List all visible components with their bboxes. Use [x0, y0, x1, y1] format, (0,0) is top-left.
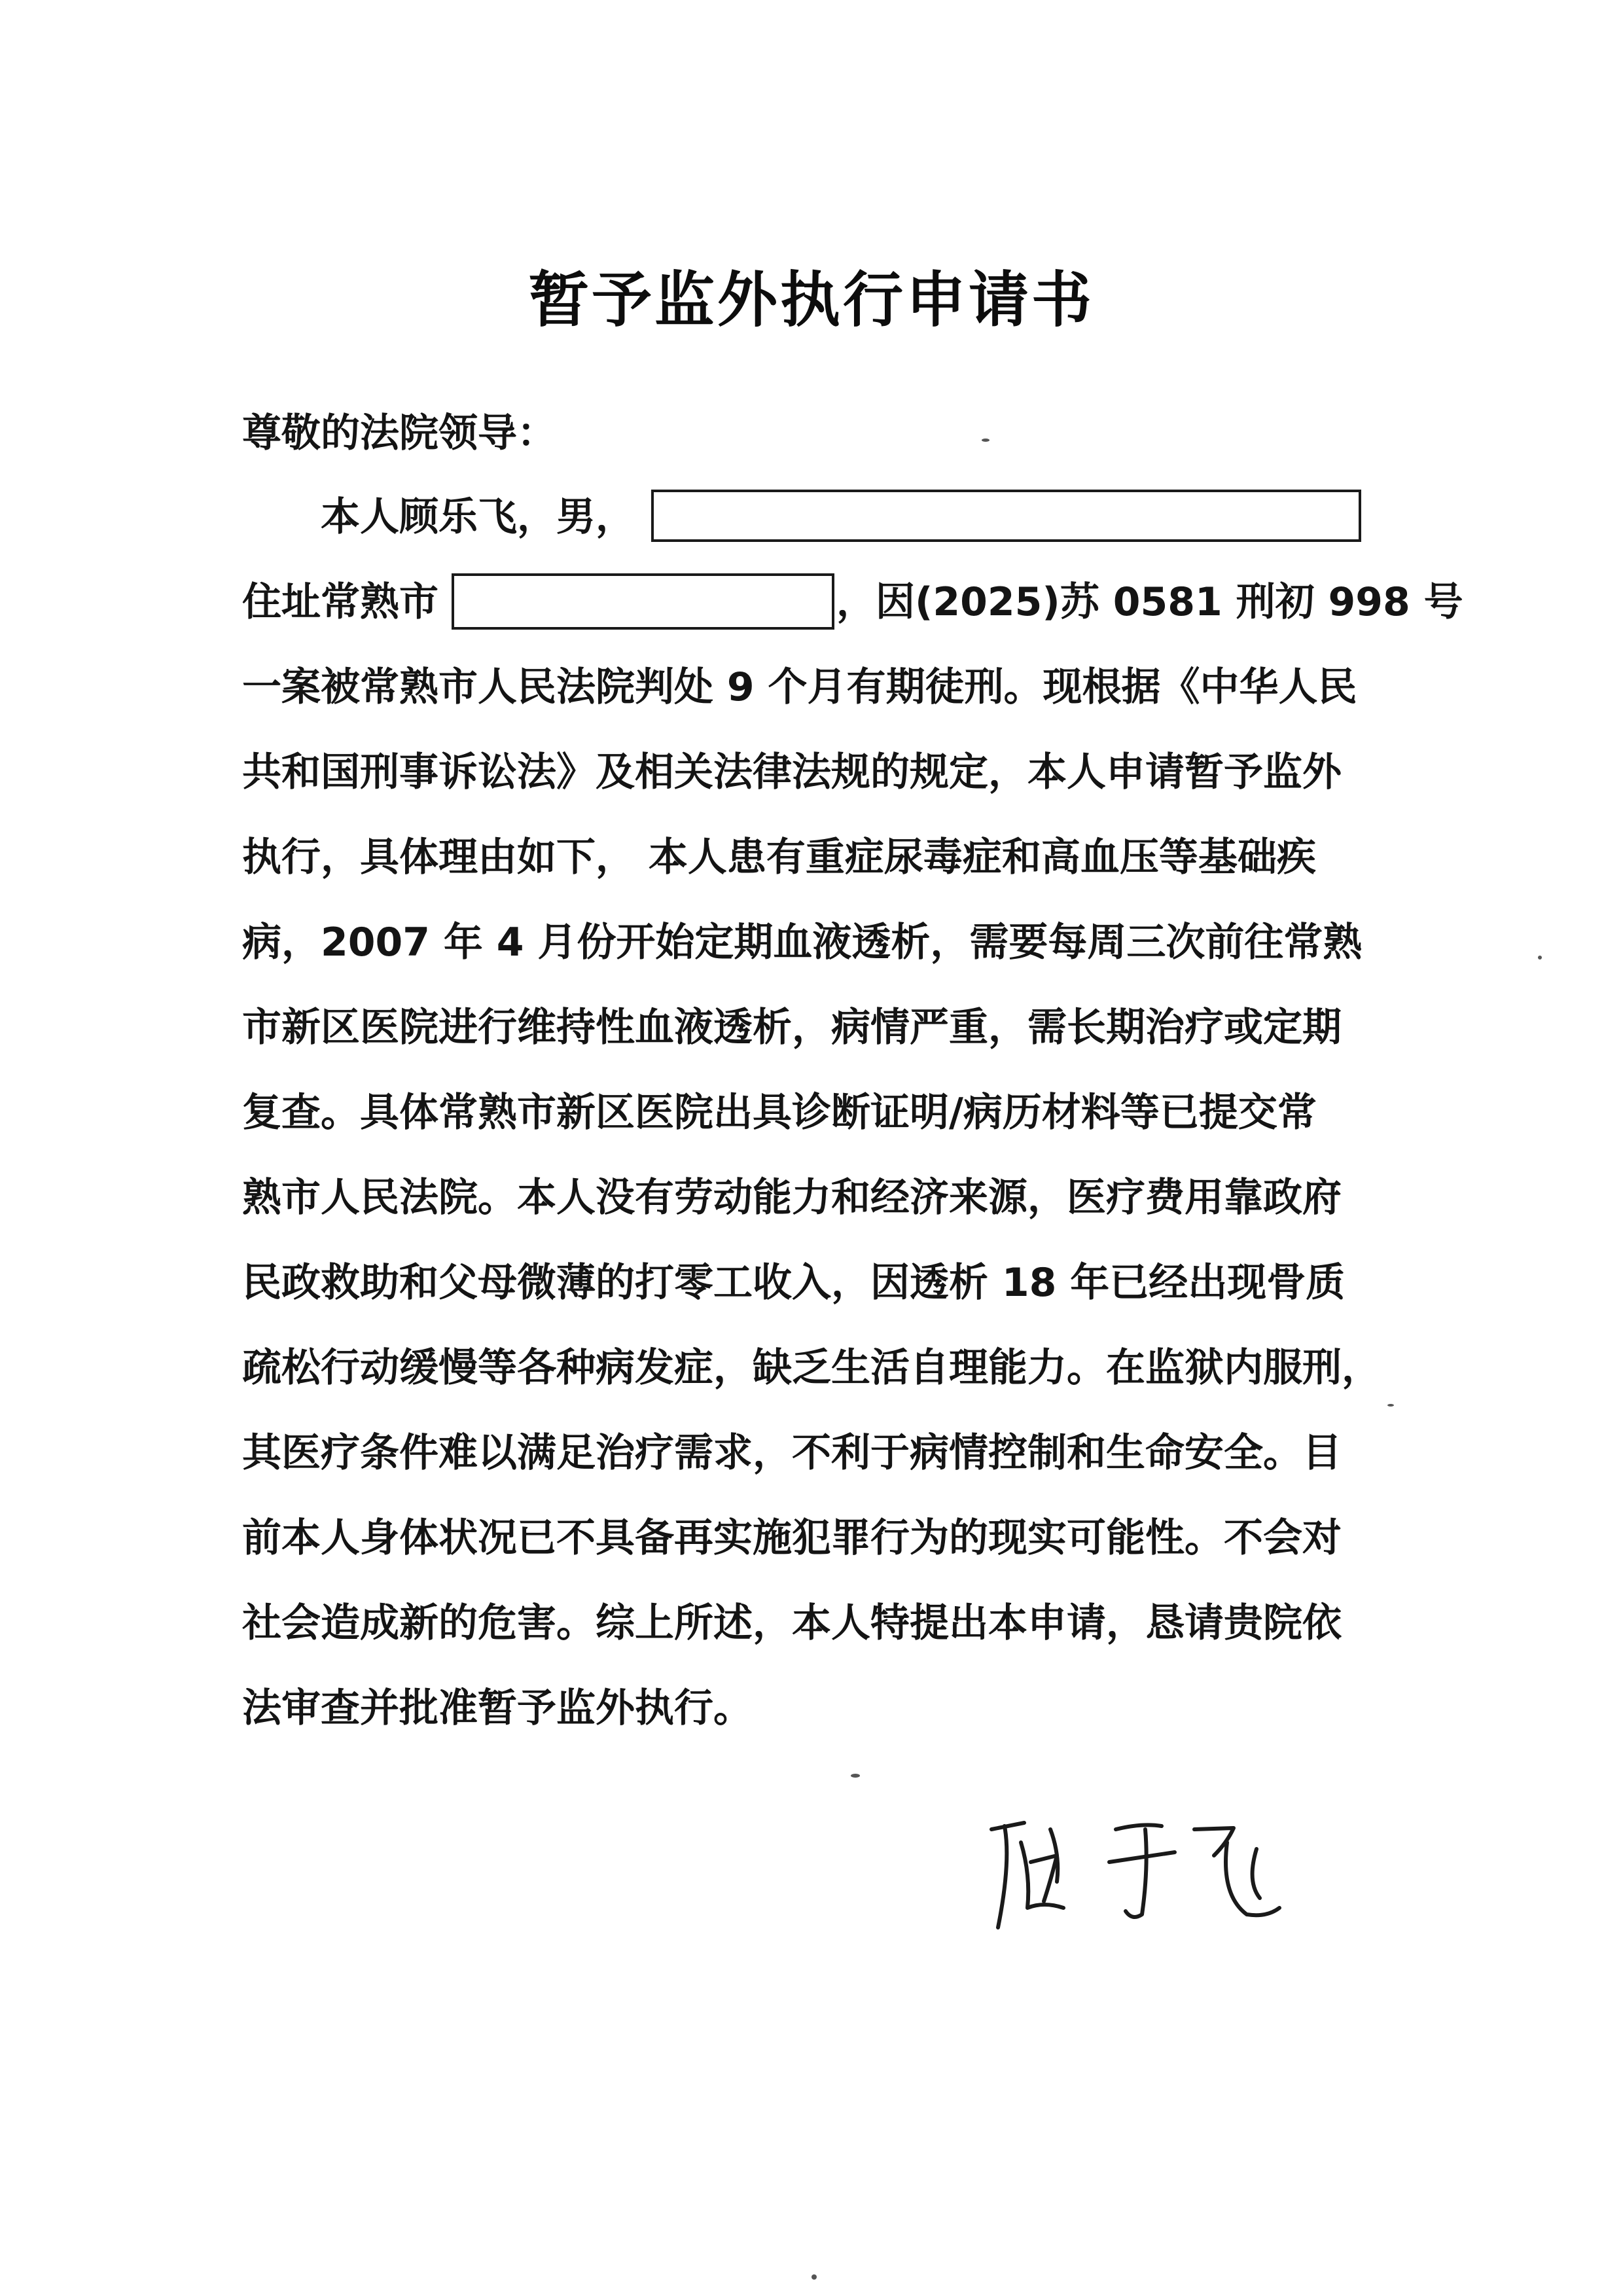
body-line: 共和国刑事诉讼法》及相关法律法规的规定，本人申请暂予监外 [242, 749, 1342, 795]
body-line: 病，2007 年 4 月份开始定期血液透析，需要每周三次前往常熟 [242, 920, 1363, 965]
body-line: 执行，具体理由如下， 本人患有重症尿毒症和高血压等基础疾 [242, 834, 1316, 880]
intro-line: 本人顾乐飞，男， [321, 494, 635, 540]
body-line: 法审查并批准暂予监外执行。 [242, 1685, 753, 1731]
body-line: 熟市人民法院。本人没有劳动能力和经济来源，医疗费用靠政府 [242, 1175, 1342, 1221]
redacted-id-box [651, 490, 1361, 542]
body-line: 社会造成新的危害。综上所述，本人特提出本申请，恳请贵院依 [242, 1600, 1342, 1646]
address-suffix: ，因(2025)苏 0581 刑初 998 号 [836, 579, 1463, 625]
body-line: 复查。具体常熟市新区医院出具诊断证明/病历材料等已提交常 [242, 1090, 1317, 1136]
scan-speck [851, 1774, 860, 1778]
body-line: 民政救助和父母微薄的打零工收入，因透析 18 年已经出现骨质 [242, 1260, 1346, 1306]
redacted-address-box [452, 573, 834, 630]
salutation: 尊敬的法院领导： [242, 410, 556, 456]
body-line: 其医疗条件难以满足治疗需求，不利于病情控制和生命安全。目 [242, 1430, 1342, 1476]
scan-speck [812, 2274, 817, 2280]
document-title: 暂予监外执行申请书 [528, 265, 1094, 335]
scan-speck [982, 439, 990, 442]
body-line: 一案被常熟市人民法院判处 9 个月有期徒刑。现根据《中华人民 [242, 664, 1357, 710]
handwritten-signature [985, 1803, 1293, 1934]
body-line: 市新区医院进行维持性血液透析，病情严重，需长期治疗或定期 [242, 1005, 1342, 1050]
body-line: 前本人身体状况已不具备再实施犯罪行为的现实可能性。不会对 [242, 1515, 1342, 1561]
body-line: 疏松行动缓慢等各种病发症，缺乏生活自理能力。在监狱内服刑， [242, 1345, 1381, 1391]
address-prefix: 住址常熟市 [242, 579, 438, 625]
scan-speck [1387, 1404, 1394, 1407]
scan-speck [1538, 956, 1542, 960]
